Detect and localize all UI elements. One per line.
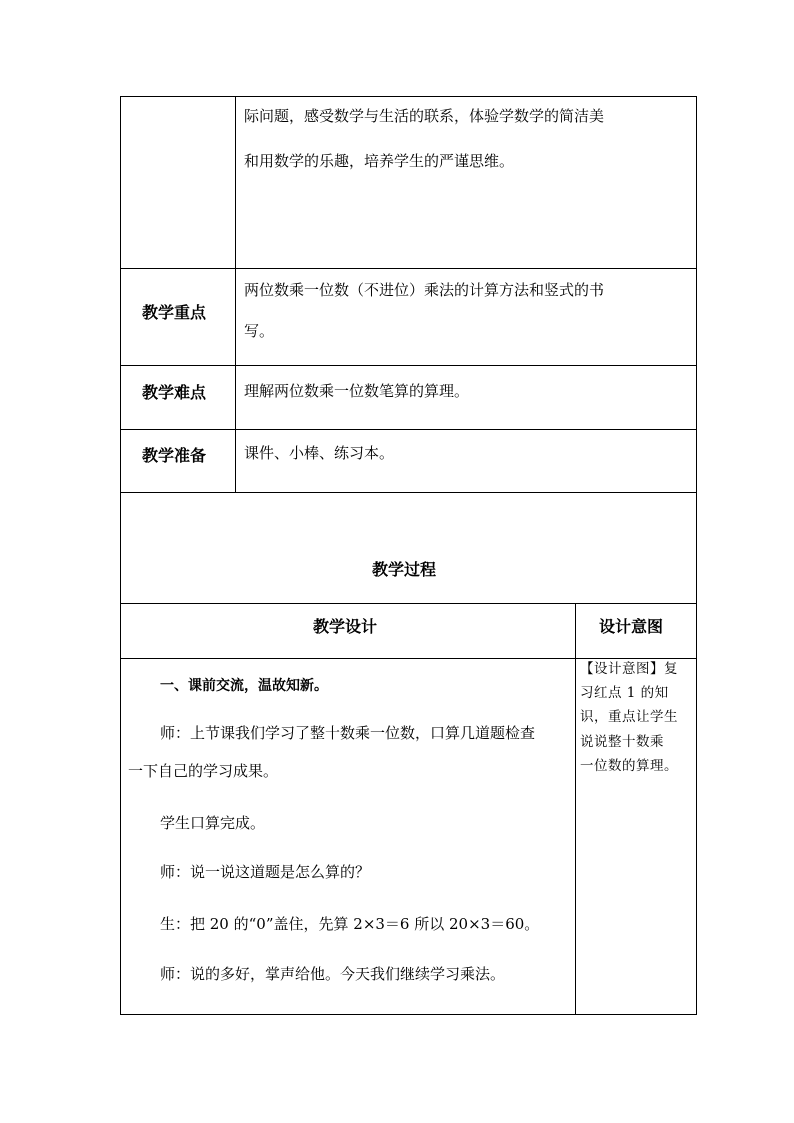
preparation-text: 课件、小棒、练习本。: [244, 444, 395, 462]
intent-line-5: 一位数的算理。: [580, 758, 678, 774]
key-point-line-1: 两位数乘一位数（不进位）乘法的计算方法和竖式的书: [244, 281, 605, 299]
intent-column-header: 设计意图: [599, 617, 664, 636]
intent-line-2: 习红点 1 的知: [580, 685, 669, 701]
design-heading: 一、课前交流，温故知新。: [160, 678, 328, 694]
design-paragraph-3: 师：说一说这道题是怎么算的？: [160, 863, 371, 881]
difficulty-text: 理解两位数乘一位数笔算的算理。: [244, 382, 470, 400]
preparation-label: 教学准备: [142, 446, 207, 465]
row-divider: [121, 365, 696, 366]
row-divider: [121, 268, 696, 269]
intent-column-divider: [575, 603, 576, 1014]
intent-line-4: 说说整十数乘: [580, 734, 664, 750]
row-divider: [121, 603, 696, 604]
design-paragraph-4: 生：把 20 的“0”盖住，先算 2×3＝6 所以 20×3＝60。: [160, 915, 540, 933]
difficulty-label: 教学难点: [142, 383, 207, 402]
intent-line-1: 【设计意图】复: [580, 661, 678, 677]
design-paragraph-2: 学生口算完成。: [160, 814, 266, 832]
design-column-header: 教学设计: [313, 617, 378, 636]
row-divider: [121, 658, 696, 659]
key-point-label: 教学重点: [142, 303, 207, 322]
design-paragraph-5: 师：说的多好，掌声给他。今天我们继续学习乘法。: [160, 965, 506, 983]
key-point-line-2: 写。: [244, 322, 275, 340]
intent-line-3: 识，重点让学生: [580, 709, 678, 725]
label-column-divider: [235, 97, 236, 492]
objective-line-2: 和用数学的乐趣，培养学生的严谨思维。: [244, 152, 515, 170]
process-title: 教学过程: [372, 560, 437, 579]
design-paragraph-1-line-2: 一下自己的学习成果。: [128, 762, 279, 780]
design-paragraph-1-line-1: 师：上节课我们学习了整十数乘一位数，口算几道题检查: [160, 724, 536, 742]
row-divider: [121, 429, 696, 430]
row-divider: [121, 492, 696, 493]
objective-line-1: 际问题，感受数学与生活的联系，体验学数学的简洁美: [244, 107, 605, 125]
